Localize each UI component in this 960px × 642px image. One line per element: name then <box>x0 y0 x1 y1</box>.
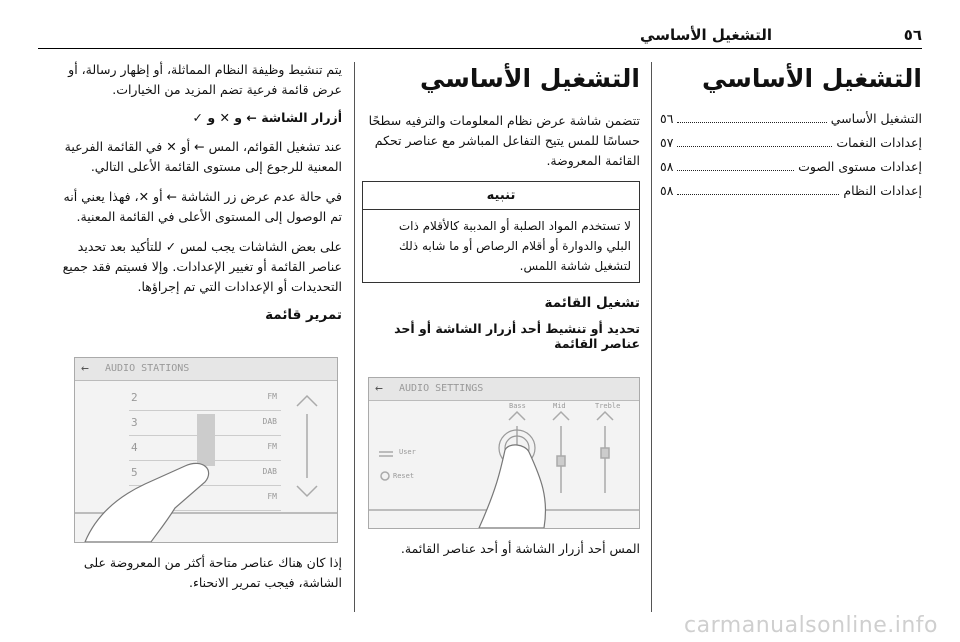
caution-box <box>362 181 640 283</box>
toc-entry[interactable] <box>660 183 922 198</box>
toc-leader <box>677 146 832 147</box>
top-level-paragraph: في حالة عدم عرض زر الشاشة ← أو ✕، فهذا يعني أنه تم الوصول إلى المستوى الأعلى في القائمة المعنية. <box>63 189 342 224</box>
back-paragraph: عند تشغيل القوائم، المس ← أو ✕ في القائمة الفرعية المعنية للرجوع إلى مستوى القائمة الأعلى التالي. <box>64 139 342 174</box>
running-title: التشغيل الأساسي <box>640 26 772 44</box>
back-arrow-icon: ← <box>375 381 383 396</box>
toc-entry[interactable] <box>660 135 922 150</box>
screen-buttons-heading: أزرار الشاشة ← و ✕ و ✓ <box>192 110 342 125</box>
left-column <box>62 58 342 593</box>
caution-title: تنبيه <box>363 182 639 210</box>
toc-page: ٥٦ <box>660 111 674 126</box>
toc-column <box>660 58 922 207</box>
figure-caption: إذا كان هناك عناصر متاحة أكثر من المعروضة على الشاشة، فيجب تمرير الانحناء. <box>83 555 342 590</box>
scroll-thumb[interactable] <box>197 414 215 466</box>
toc-leader <box>677 170 794 171</box>
toc-page: ٥٨ <box>660 183 674 198</box>
station-band: FM <box>267 392 277 401</box>
scroll-down-icon[interactable] <box>297 486 317 496</box>
scroll-up-icon[interactable] <box>297 396 317 406</box>
station-band: FM <box>267 492 277 501</box>
middle-column <box>362 58 640 559</box>
back-arrow-icon: ← <box>81 361 89 376</box>
toc-label: إعدادات مستوى الصوت <box>798 159 922 174</box>
preset-label: User <box>399 448 416 456</box>
audio-stations-figure <box>74 357 338 543</box>
watermark: carmanualsonline.info <box>684 613 938 638</box>
page-number: ٥٦ <box>903 26 922 44</box>
toc-page: ٥٨ <box>660 159 674 174</box>
toc-leader <box>677 194 839 195</box>
result-paragraph: يتم تنشيط وظيفة النظام المماثلة، أو إظهار رسالة، أو عرض قائمة فرعية تضم المزيد من الخيارات. <box>68 62 342 97</box>
station-number: 3 <box>131 416 138 429</box>
station-number: 4 <box>131 441 138 454</box>
toc-page: ٥٧ <box>660 135 674 150</box>
station-number: 2 <box>131 391 138 404</box>
intro-paragraph: تتضمن شاشة عرض نظام المعلومات والترفيه سطحًا حساسًا للمس يتيح التفاعل المباشر مع عناصر تحكم القائمة المعروضة. <box>368 113 640 168</box>
scroll-illustration <box>75 358 337 542</box>
figure-title: AUDIO SETTINGS <box>399 383 484 394</box>
menu-operation-heading: تشغيل القائمة <box>544 295 640 311</box>
toc-label: إعدادات النظام <box>843 183 922 198</box>
select-activate-subheading: تحديد أو تنشيط أحد أزرار الشاشة أو أحد عناصر القائمة <box>394 321 640 351</box>
toc-entry[interactable] <box>660 111 922 126</box>
toc-label: التشغيل الأساسي <box>830 111 922 126</box>
figure-caption: المس أحد أزرار الشاشة أو أحد عناصر القائمة. <box>400 541 640 556</box>
eq-label: Bass <box>509 402 526 410</box>
toc-leader <box>677 122 826 123</box>
section-title: التشغيل الأساسي <box>420 64 640 93</box>
caution-text: لا تستخدم المواد الصلبة أو المدببة كالأقلام ذات البلي والدوارة أو أقلام الرصاص أو ما شابه ذلك لتشغيل شاشة اللمس. <box>398 219 631 273</box>
column-divider-right <box>651 62 652 612</box>
eq-label: Treble <box>595 402 621 410</box>
toc-entry[interactable] <box>660 159 922 174</box>
column-divider-left <box>354 62 355 612</box>
station-band: DAB <box>262 417 277 426</box>
station-band: DAB <box>262 467 277 476</box>
station-band: FM <box>267 442 277 451</box>
audio-settings-figure <box>368 377 640 529</box>
toc-label: إعدادات النغمات <box>836 135 922 150</box>
confirm-paragraph: على بعض الشاشات يجب لمس ✓ للتأكيد بعد تحديد عناصر القائمة أو تغيير الإعدادات. وإلا فسيتم فقد جميع التحديدات أو الإعدادات التي تم إجراؤها. <box>62 239 342 294</box>
reset-label: Reset <box>393 472 415 480</box>
eq-label: Mid <box>553 402 566 410</box>
scroll-list-heading: تمرير قائمة <box>265 307 342 323</box>
toc-title: التشغيل الأساسي <box>702 64 922 93</box>
page-header <box>38 26 922 49</box>
station-number: 5 <box>131 466 138 479</box>
figure-title: AUDIO STATIONS <box>105 363 190 374</box>
